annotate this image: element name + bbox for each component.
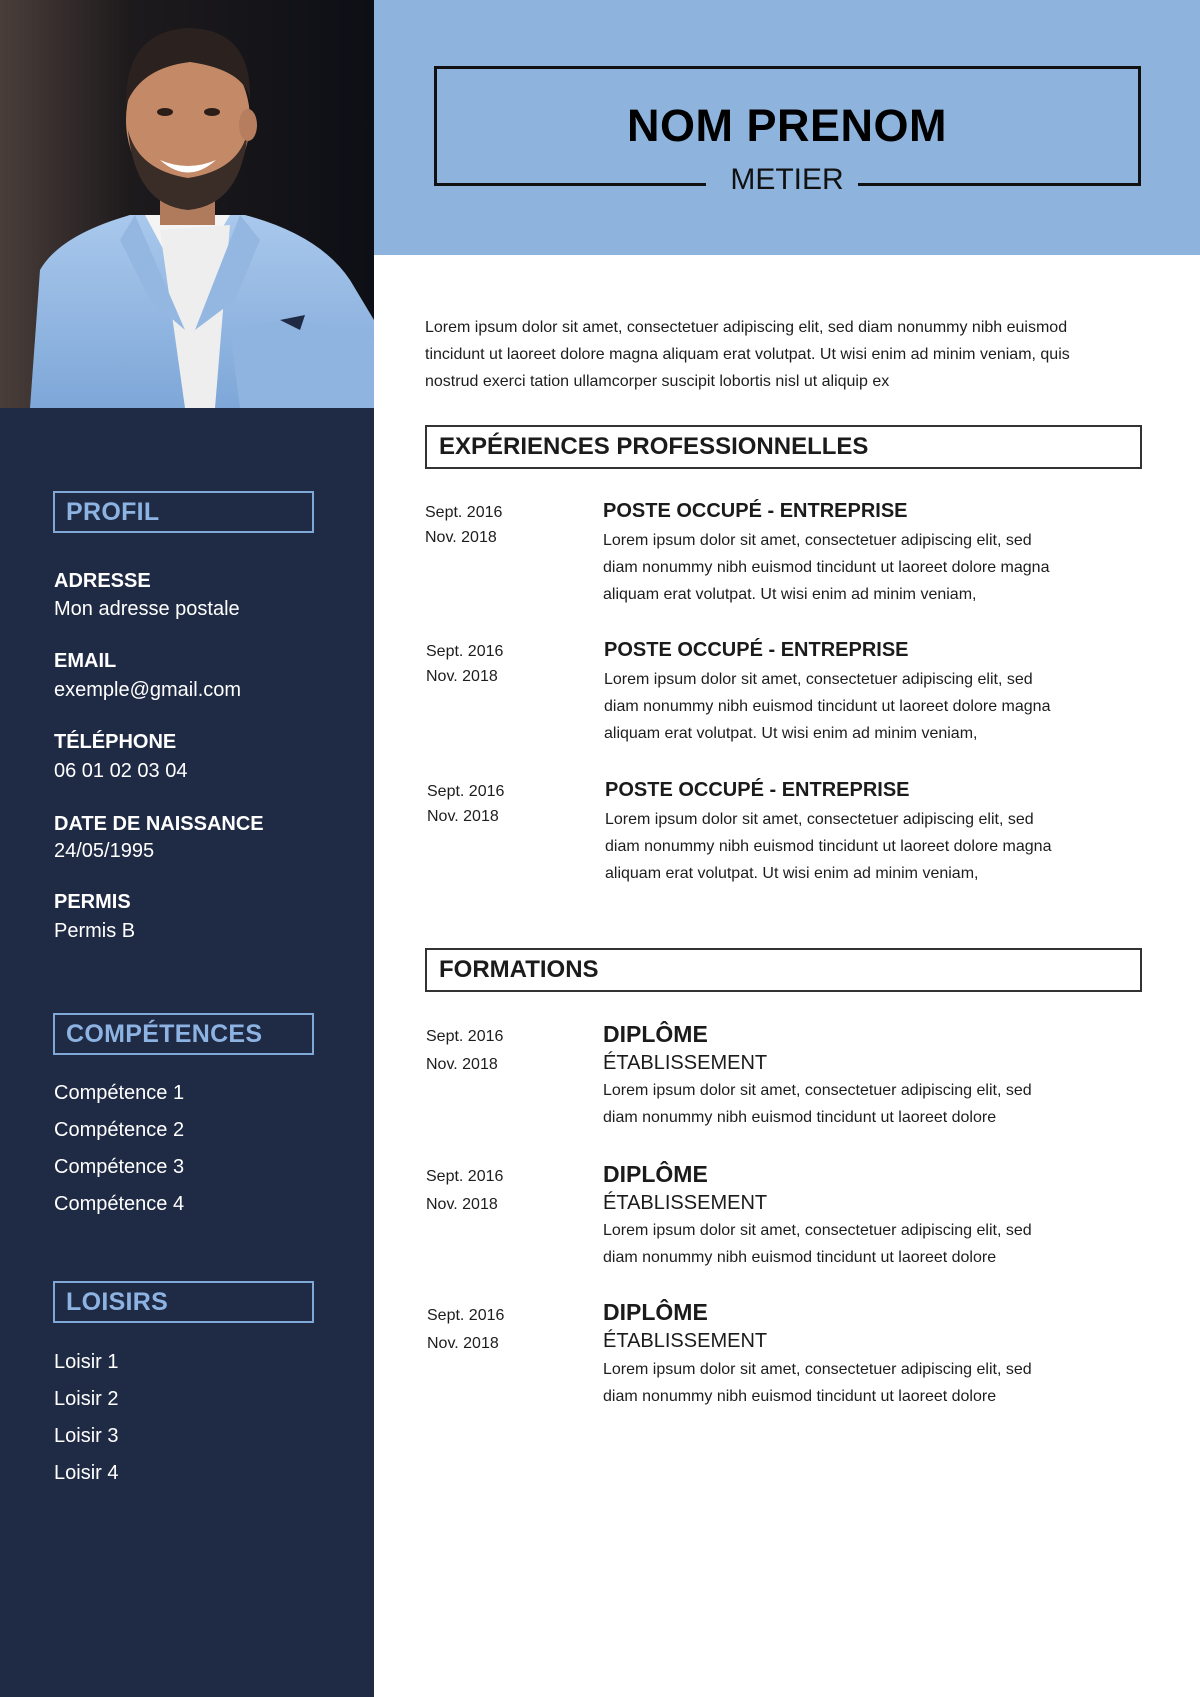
list-item: Loisir 1 [54,1351,119,1373]
naissance-value: 24/05/1995 [54,840,155,862]
formation-description: Lorem ipsum dolor sit amet, consectetuer adipiscing elit, sed diam nonummy nibh euismod tincidunt ut laoreet dolore [603,1361,1032,1405]
degree-title: DIPLÔME [603,1299,708,1325]
telephone-value: 06 01 02 03 04 [54,760,188,782]
date-end: Nov. 2018 [425,529,497,546]
adresse-label: ADRESSE [54,570,151,592]
naissance-label: DATE DE NAISSANCE [54,813,264,835]
list-item: Compétence 2 [54,1119,185,1141]
adresse-value: Mon adresse postale [54,598,240,620]
school-name: ÉTABLISSEMENT [603,1330,768,1352]
experience-title: POSTE OCCUPÉ - ENTREPRISE [605,779,910,801]
school-name: ÉTABLISSEMENT [603,1192,768,1214]
competences-heading: COMPÉTENCES [53,1013,314,1055]
date-start: Sept. 2016 [426,643,504,660]
telephone-label: TÉLÉPHONE [54,731,177,753]
date-start: Sept. 2016 [425,504,503,521]
profile-photo [0,0,374,408]
email-label: EMAIL [54,650,117,672]
date-end: Nov. 2018 [427,808,499,825]
degree-title: DIPLÔME [603,1021,708,1047]
list-item: Compétence 1 [54,1082,185,1104]
date-start: Sept. 2016 [427,783,505,800]
email-value: exemple@gmail.com [54,679,242,701]
list-item: Loisir 3 [54,1425,119,1447]
permis-label: PERMIS [54,891,131,913]
degree-title: DIPLÔME [603,1161,708,1187]
experience-description: Lorem ipsum dolor sit amet, consectetuer adipiscing elit, sed diam nonummy nibh euismod tincidunt ut laoreet dolore magna aliquam erat volutpat. Ut wisi enim ad minim veniam, [604,671,1051,742]
loisirs-heading: LOISIRS [53,1281,314,1323]
loisirs-list [54,1350,118,1498]
profil-heading: PROFIL [53,491,314,533]
list-item: Loisir 2 [54,1388,119,1410]
school-name: ÉTABLISSEMENT [603,1052,768,1074]
date-end: Nov. 2018 [426,1196,498,1213]
experience-title: POSTE OCCUPÉ - ENTREPRISE [604,639,909,661]
candidate-name: NOM PRENOM [627,100,947,151]
date-end: Nov. 2018 [427,1335,499,1352]
formation-description: Lorem ipsum dolor sit amet, consectetuer adipiscing elit, sed diam nonummy nibh euismod tincidunt ut laoreet dolore [603,1082,1032,1126]
experiences-heading: EXPÉRIENCES PROFESSIONNELLES [425,425,1142,469]
formation-description: Lorem ipsum dolor sit amet, consectetuer adipiscing elit, sed diam nonummy nibh euismod tincidunt ut laoreet dolore [603,1222,1032,1266]
list-item: Compétence 4 [54,1193,185,1215]
date-start: Sept. 2016 [426,1028,504,1045]
list-item: Loisir 4 [54,1462,119,1484]
experience-description: Lorem ipsum dolor sit amet, consectetuer adipiscing elit, sed diam nonummy nibh euismod tincidunt ut laoreet dolore magna aliquam erat volutpat. Ut wisi enim ad minim veniam, [605,811,1052,882]
permis-value: Permis B [54,920,136,942]
competences-list [54,1081,184,1229]
experience-description: Lorem ipsum dolor sit amet, consectetuer adipiscing elit, sed diam nonummy nibh euismod tincidunt ut laoreet dolore magna aliquam erat volutpat. Ut wisi enim ad minim veniam, [603,532,1050,603]
experience-title: POSTE OCCUPÉ - ENTREPRISE [603,500,908,522]
list-item: Compétence 3 [54,1156,185,1178]
date-end: Nov. 2018 [426,1056,498,1073]
date-start: Sept. 2016 [427,1307,505,1324]
intro-paragraph: Lorem ipsum dolor sit amet, consectetuer adipiscing elit, sed diam nonummy nibh euismod tincidunt ut laoreet dolore magna aliquam erat volutpat. Ut wisi enim ad minim veniam, quis nostrud exerci tation ullamcorper suscipit lobortis nisl ut aliquip ex [425,319,1070,390]
date-start: Sept. 2016 [426,1168,504,1185]
formations-heading: FORMATIONS [425,948,1142,992]
job-title: METIER [730,163,844,196]
date-end: Nov. 2018 [426,668,498,685]
